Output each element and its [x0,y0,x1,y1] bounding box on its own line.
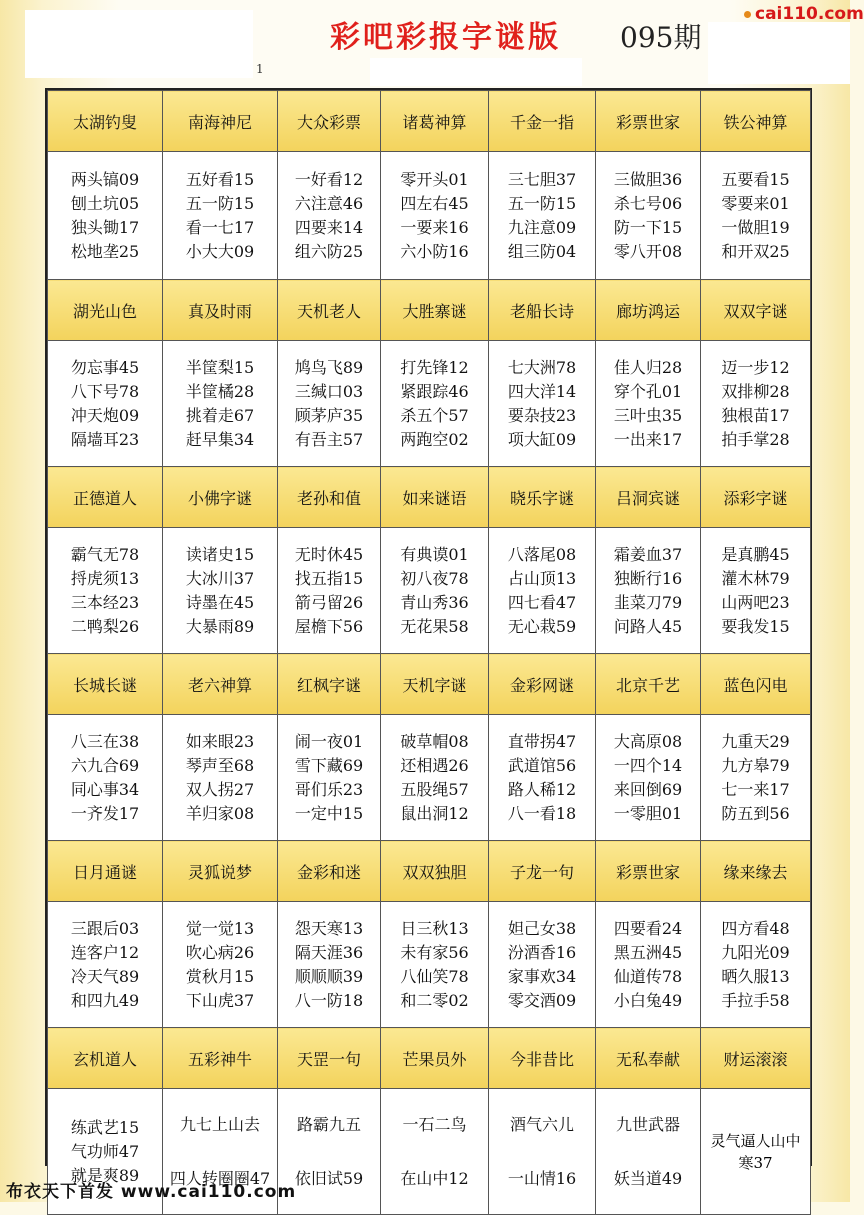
riddle-table [47,90,811,1215]
riddle-line: 半筐橘28 [185,381,255,401]
riddle-line: 吹心病26 [185,942,255,962]
riddle-line: 如来眼23 [185,731,255,751]
riddle-line: 五一防15 [185,193,255,213]
riddle-line: 依旧试59 [294,1168,364,1188]
riddle-cell [163,902,278,1028]
riddle-line: 防五到56 [721,803,790,823]
riddle-cell [596,715,701,841]
riddle-line: 冲天炮09 [70,405,140,425]
column-header: 廊坊鸿运 [596,280,701,341]
riddle-line: 黑五洲45 [613,942,683,962]
riddle-line: 读诸史15 [185,544,255,564]
riddle-line: 练武艺15 [70,1117,140,1137]
riddle-cell [701,152,811,280]
riddle-line: 妖当道49 [613,1168,683,1188]
riddle-line: 五一防15 [507,193,577,213]
riddle-line: 隔天涯36 [294,942,364,962]
riddle-line: 大暴雨89 [185,616,255,636]
column-header: 小佛字谜 [163,467,278,528]
riddle-cell [48,341,163,467]
riddle-line: 青山秀36 [400,592,469,612]
riddle-line: 项大缸09 [507,429,577,449]
riddle-line: 霸气无78 [70,544,140,564]
riddle-line: 一要来16 [400,217,469,237]
riddle-line: 灵气逼人山中寒37 [710,1131,801,1172]
riddle-line: 一定中15 [294,803,364,823]
riddle-line: 武道馆56 [507,755,577,775]
riddle-line: 韭菜刀79 [613,592,683,612]
riddle-line: 五股绳57 [400,779,469,799]
riddle-line: 捋虎须13 [70,568,140,588]
riddle-cell [489,152,596,280]
riddle-line: 九注意09 [507,217,577,237]
riddle-line: 有典谟01 [400,544,469,564]
riddle-line: 和开双25 [721,241,790,261]
riddle-line: 仙道传78 [613,966,683,986]
riddle-cell [701,902,811,1028]
column-header: 老船长诗 [489,280,596,341]
riddle-line: 两跑空02 [400,429,469,449]
issue-number: 095期 [620,21,702,54]
riddle-cell [163,341,278,467]
riddle-line: 连客户12 [70,942,140,962]
content-row [48,152,811,280]
riddle-line: 鼠出洞12 [400,803,469,823]
riddle-line: 手拉手58 [721,990,790,1010]
riddle-line: 晒久服13 [721,966,790,986]
riddle-line: 和二零02 [400,990,469,1010]
riddle-line: 路霸九五 [296,1114,361,1134]
riddle-line: 组六防25 [294,241,364,261]
header-row [48,1028,811,1089]
column-header: 双双字谜 [701,280,811,341]
riddle-line: 破草帽08 [400,731,469,751]
riddle-line: 还相遇26 [400,755,469,775]
riddle-line: 未有家56 [400,942,469,962]
riddle-cell [381,528,489,654]
redaction-box-right [708,22,850,84]
column-header: 真及时雨 [163,280,278,341]
column-header: 诸葛神算 [381,91,489,152]
riddle-line: 直带拐47 [507,731,577,751]
riddle-line: 杀七号06 [613,193,683,213]
riddle-line: 四方看48 [721,918,790,938]
riddle-cell [701,715,811,841]
riddle-line: 三做胆36 [613,169,683,189]
riddle-line: 羊归家08 [185,803,255,823]
riddle-line: 冷天气89 [70,966,140,986]
riddle-line: 一出来17 [613,429,683,449]
riddle-line: 一零胆01 [613,803,683,823]
riddle-line: 组三防04 [507,241,577,261]
riddle-line: 松地垄25 [70,241,140,261]
riddle-line: 半筐梨15 [185,357,255,377]
riddle-cell [701,1089,811,1215]
redaction-box-center [370,58,582,86]
site-logo [744,4,864,24]
riddle-line: 闹一夜01 [294,731,364,751]
riddle-line: 双人拐27 [185,779,255,799]
riddle-cell [596,1089,701,1215]
riddle-line: 六九合69 [70,755,140,775]
column-header: 玄机道人 [48,1028,163,1089]
column-header: 老孙和值 [278,467,381,528]
column-header: 大众彩票 [278,91,381,152]
column-header: 天机字谜 [381,654,489,715]
riddle-line: 三七胆37 [507,169,577,189]
riddle-line: 下山虎37 [185,990,255,1010]
riddle-line: 一做胆19 [721,217,790,237]
riddle-line: 怨天寒13 [294,918,364,938]
riddle-line: 顾茅庐35 [294,405,364,425]
column-header: 湖光山色 [48,280,163,341]
riddle-line: 八下号78 [70,381,140,401]
column-header: 吕洞宾谜 [596,467,701,528]
riddle-cell [596,528,701,654]
column-header: 天罡一句 [278,1028,381,1089]
riddle-line: 灌木林79 [721,568,790,588]
riddle-line: 紧跟踪46 [400,381,469,401]
riddle-line: 要我发15 [721,616,790,636]
riddle-line: 防一下15 [613,217,683,237]
column-header: 芒果员外 [381,1028,489,1089]
riddle-line: 大高原08 [613,731,683,751]
footer-text: 布衣天下首发 www.cai110.com [6,1182,297,1202]
riddle-cell [163,152,278,280]
riddle-line: 琴声至68 [185,755,255,775]
header-row [48,654,811,715]
riddle-line: 占山顶13 [507,568,577,588]
riddle-line: 屋檐下56 [294,616,364,636]
riddle-line: 气功师47 [70,1141,140,1161]
riddle-line: 穿个孔01 [613,381,683,401]
riddle-line: 大冰川37 [185,568,255,588]
riddle-line: 初八夜78 [400,568,469,588]
riddle-line: 挑着走67 [185,405,255,425]
riddle-line: 和四九49 [70,990,140,1010]
riddle-line: 拍手掌28 [721,429,790,449]
riddle-line: 八一看18 [507,803,577,823]
riddle-line: 路人稀12 [507,779,577,799]
riddle-line: 七大洲78 [507,357,577,377]
riddle-line: 妲己女38 [507,918,577,938]
column-header: 太湖钓叟 [48,91,163,152]
riddle-line: 顺顺顺39 [294,966,364,986]
content-row [48,715,811,841]
riddle-cell [163,715,278,841]
column-header: 长城长谜 [48,654,163,715]
riddle-line: 六注意46 [294,193,364,213]
riddle-line: 双排柳28 [721,381,790,401]
riddle-cell [381,341,489,467]
column-header: 缘来缘去 [701,841,811,902]
riddle-line: 四大洋14 [507,381,577,401]
riddle-line: 就是爽89 [70,1165,140,1185]
riddle-line: 找五指15 [294,568,364,588]
riddle-line: 同心事34 [70,779,140,799]
riddle-line: 八三在38 [70,731,140,751]
column-header: 灵狐说梦 [163,841,278,902]
riddle-line: 八一防18 [294,990,364,1010]
riddle-line: 一齐发17 [70,803,140,823]
redaction-box-left [25,10,253,78]
riddle-line: 山两吧23 [721,592,790,612]
riddle-grid [45,88,812,1188]
riddle-cell [701,528,811,654]
content-row [48,528,811,654]
riddle-cell [381,152,489,280]
riddle-line: 有吾主57 [294,429,364,449]
riddle-line: 打先锋12 [400,357,469,377]
site-logo-text: cai110.com [755,4,864,24]
column-header: 南海神尼 [163,91,278,152]
riddle-line: 三缄口03 [294,381,364,401]
riddle-line: 四左右45 [400,193,469,213]
riddle-line: 九重天29 [721,731,790,751]
riddle-line: 来回倒69 [613,779,683,799]
cell-gap [596,1137,700,1167]
riddle-cell [163,528,278,654]
riddle-line: 迈一步12 [721,357,790,377]
content-row [48,902,811,1028]
riddle-line: 一四个14 [613,755,683,775]
riddle-cell [278,341,381,467]
column-header: 五彩神牛 [163,1028,278,1089]
riddle-cell [48,152,163,280]
content-row [48,341,811,467]
logo-dot-icon [744,11,751,18]
header-row [48,841,811,902]
riddle-line: 七一来17 [721,779,790,799]
column-header: 财运滚滚 [701,1028,811,1089]
riddle-cell [381,1089,489,1215]
riddle-line: 觉一觉13 [185,918,255,938]
riddle-line: 箭弓留26 [294,592,364,612]
cell-gap [163,1137,277,1167]
riddle-line: 隔墙耳23 [70,429,140,449]
riddle-cell [489,528,596,654]
riddle-line: 哥们乐23 [294,779,364,799]
riddle-line: 一山情16 [507,1168,577,1188]
riddle-line: 零要来01 [721,193,790,213]
riddle-cell [278,902,381,1028]
riddle-line: 三本经23 [70,592,140,612]
riddle-line: 四七看47 [507,592,577,612]
riddle-cell [278,715,381,841]
column-header: 日月通谜 [48,841,163,902]
column-header: 金彩和迷 [278,841,381,902]
small-mark: 1 [256,62,264,76]
riddle-line: 是真鹏45 [721,544,790,564]
riddle-cell [489,715,596,841]
riddle-line: 家事欢34 [507,966,577,986]
riddle-cell [48,715,163,841]
riddle-line: 日三秋13 [400,918,469,938]
column-header: 晓乐字谜 [489,467,596,528]
riddle-cell [48,528,163,654]
riddle-cell [489,902,596,1028]
cell-gap [381,1137,488,1167]
riddle-line: 八仙笑78 [400,966,469,986]
riddle-line: 佳人归28 [613,357,683,377]
riddle-line: 勿忘事45 [70,357,140,377]
column-header: 子龙一句 [489,841,596,902]
riddle-line: 九阳光09 [721,942,790,962]
riddle-line: 小白兔49 [613,990,683,1010]
header-row [48,280,811,341]
riddle-line: 看一七17 [185,217,255,237]
riddle-cell [596,902,701,1028]
riddle-line: 四要看24 [613,918,683,938]
riddle-cell [48,902,163,1028]
column-header: 蓝色闪电 [701,654,811,715]
riddle-line: 九七上山去 [179,1114,260,1134]
column-header: 老六神算 [163,654,278,715]
header-row [48,91,811,152]
riddle-line: 零开头01 [400,169,469,189]
riddle-line: 雪下藏69 [294,755,364,775]
column-header: 添彩字谜 [701,467,811,528]
riddle-line: 无时休45 [294,544,364,564]
riddle-cell [381,902,489,1028]
header-row [48,467,811,528]
riddle-line: 无心栽59 [507,616,577,636]
column-header: 今非昔比 [489,1028,596,1089]
column-header: 天机老人 [278,280,381,341]
riddle-cell [278,528,381,654]
column-header: 北京千艺 [596,654,701,715]
cell-gap [489,1137,595,1167]
column-header: 彩票世家 [596,91,701,152]
riddle-line: 鸠鸟飞89 [294,357,364,377]
column-header: 红枫字谜 [278,654,381,715]
riddle-cell [489,1089,596,1215]
riddle-line: 独根苗17 [721,405,790,425]
column-header: 无私奉献 [596,1028,701,1089]
riddle-line: 零交酒09 [507,990,577,1010]
riddle-cell [489,341,596,467]
riddle-cell [278,152,381,280]
riddle-line: 一石二鸟 [402,1114,467,1134]
riddle-line: 独断行16 [613,568,683,588]
riddle-line: 汾酒香16 [507,942,577,962]
riddle-line: 四要来14 [294,217,364,237]
riddle-line: 刨土坑05 [70,193,140,213]
riddle-line: 在山中12 [400,1168,469,1188]
column-header: 双双独胆 [381,841,489,902]
riddle-line: 二鸭梨26 [70,616,140,636]
column-header: 金彩网谜 [489,654,596,715]
riddle-cell [701,341,811,467]
riddle-line: 一好看12 [294,169,364,189]
riddle-line: 八落尾08 [507,544,577,564]
riddle-line: 六小防16 [400,241,469,261]
riddle-line: 杀五个57 [400,405,469,425]
riddle-cell [596,341,701,467]
riddle-line: 诗墨在45 [185,592,255,612]
riddle-line: 四人转圈圈47 [169,1168,271,1188]
riddle-line: 小大大09 [185,241,255,261]
column-header: 如来谜语 [381,467,489,528]
riddle-line: 独头锄17 [70,217,140,237]
riddle-line: 五要看15 [721,169,790,189]
page-title: 彩吧彩报字谜版 [330,20,561,55]
riddle-line: 赶早集34 [185,429,255,449]
column-header: 正德道人 [48,467,163,528]
column-header: 铁公神算 [701,91,811,152]
riddle-line: 要杂技23 [507,405,577,425]
cell-gap [278,1137,380,1167]
riddle-line: 零八开08 [613,241,683,261]
riddle-cell [596,152,701,280]
riddle-line: 霜姜血37 [613,544,683,564]
riddle-line: 无花果58 [400,616,469,636]
riddle-line: 两头镐09 [70,169,140,189]
riddle-line: 三跟后03 [70,918,140,938]
column-header: 彩票世家 [596,841,701,902]
riddle-line: 三叶虫35 [613,405,683,425]
column-header: 大胜寨谜 [381,280,489,341]
column-header: 千金一指 [489,91,596,152]
riddle-line: 五好看15 [185,169,255,189]
riddle-cell [381,715,489,841]
riddle-line: 九方皋79 [721,755,790,775]
riddle-line: 九世武器 [615,1114,680,1134]
riddle-line: 赏秋月15 [185,966,255,986]
riddle-line: 问路人45 [613,616,683,636]
riddle-line: 酒气六儿 [509,1114,574,1134]
